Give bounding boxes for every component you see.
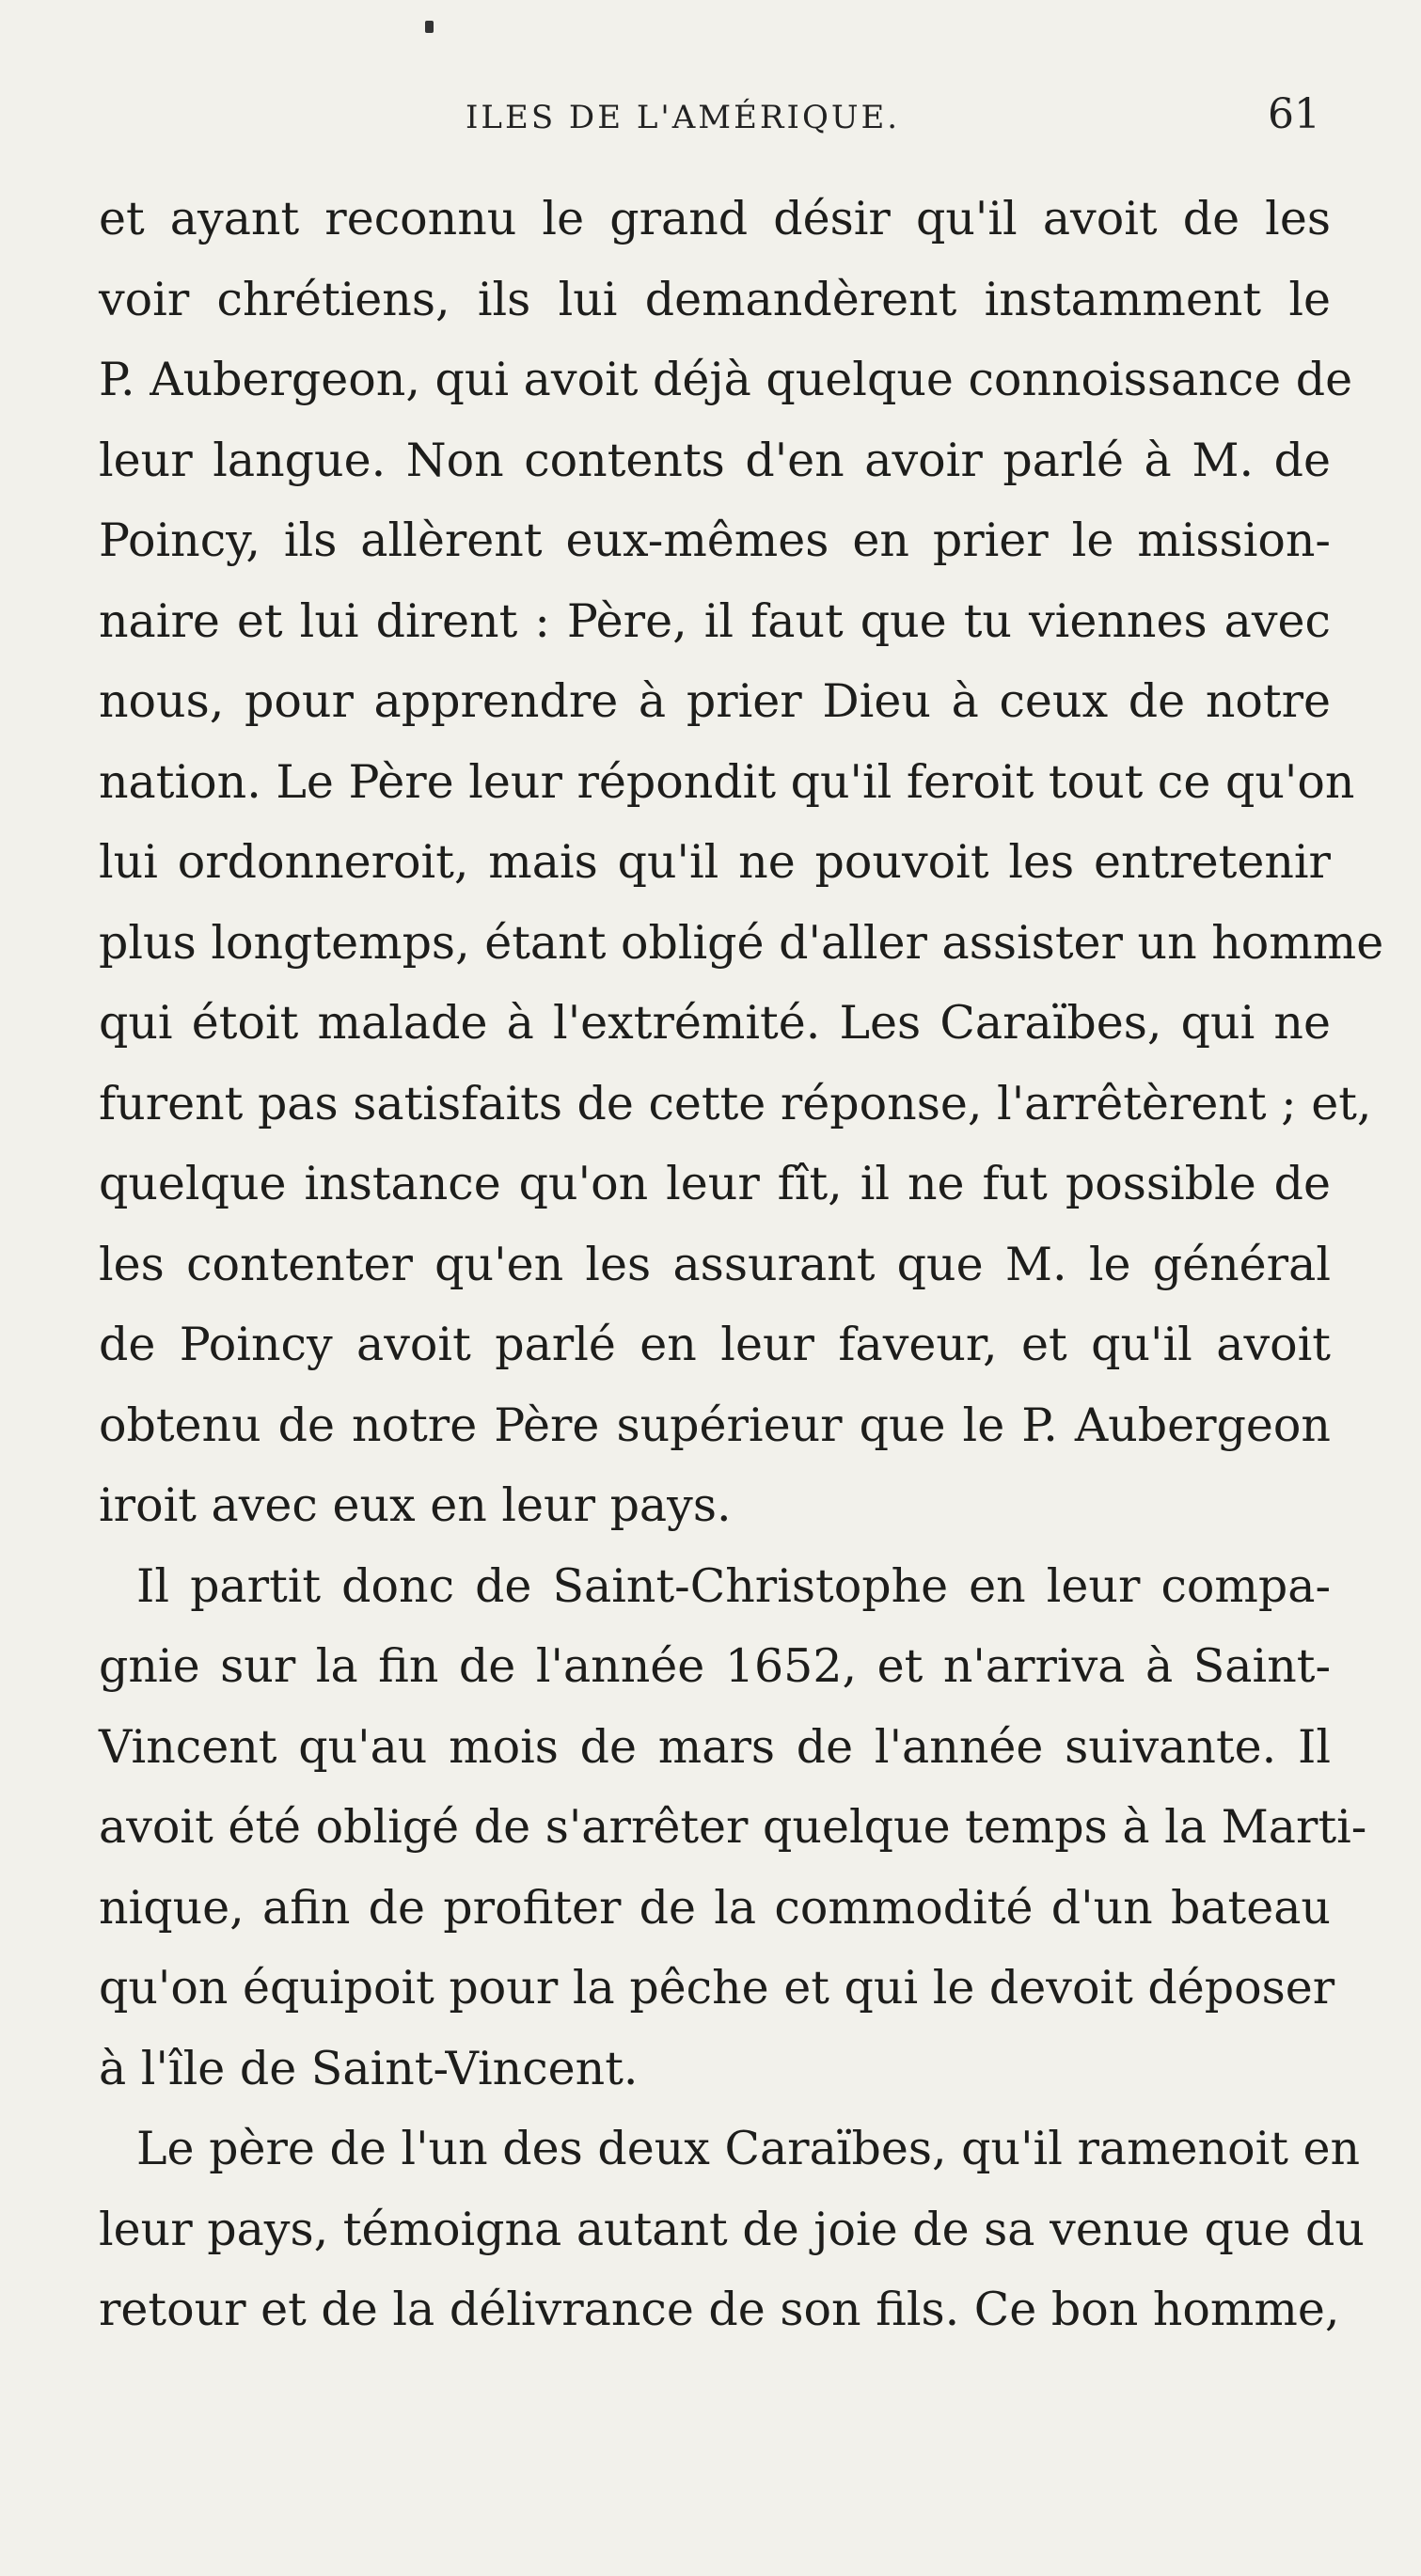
text-line: qu'on équipoit pour la pêche et qui le devoit déposer [99,1961,1335,2015]
text-line: furent pas satisfaits de cette réponse, l'arrêtèrent ; et, [99,1076,1372,1130]
text-line: gnie sur la fin de l'année 1652, et n'arriva à Saint- [99,1639,1331,1693]
text-line: retour et de la délivrance de son fils. Ce bon homme, [99,2283,1340,2336]
text-line: leur langue. Non contents d'en avoir parlé à M. de [99,433,1331,487]
page-number: 61 [1268,90,1320,138]
text-line: Il partit donc de Saint-Christophe en leur compa- [136,1558,1331,1613]
text-line: voir chrétiens, ils lui demandèrent instamment le [99,272,1331,326]
text-line: qui étoit malade à l'extrémité. Les Caraïbes, qui ne [99,996,1331,1050]
text-line: leur pays, témoigna autant de joie de sa venue que du [99,2202,1365,2256]
text-segment: naire et lui dirent : [99,593,567,648]
italic-quote: nation. [99,754,261,809]
text-line: de Poincy avoit parlé en leur faveur, et qu'il avoit [99,1318,1331,1371]
text-line: à l'île de Saint-Vincent. [99,2041,639,2095]
text-line: quelque instance qu'on leur fît, il ne fut possible de [99,1157,1331,1210]
running-title: ILES DE L'AMÉRIQUE. [466,99,901,136]
text-line: plus longtemps, étant obligé d'aller assister un homme [99,915,1384,970]
text-line: et ayant reconnu le grand désir qu'il avoit de les [99,192,1331,245]
italic-quote: nous, pour apprendre à prier Dieu à ceux de notre [99,674,1331,728]
body-text [99,179,1384,2350]
text-line [99,742,1355,823]
text-line: Le père de l'un des deux Caraïbes, qu'il ramenoit en [136,2122,1361,2175]
text-line: obtenu de notre Père supérieur que le P. Aubergeon [99,1398,1331,1452]
text-line: avoit été obligé de s'arrêter quelque temps à la Marti- [99,1800,1367,1854]
text-line [99,661,1331,742]
text-line: Vincent qu'au mois de mars de l'année suivante. Il [99,1719,1331,1774]
ink-mark [425,21,434,33]
text-line: Poincy, ils allèrent eux-mêmes en prier le mission- [99,514,1331,567]
text-line: les contenter qu'en les assurant que M. le général [99,1237,1331,1291]
text-line: P. Aubergeon, qui avoit déjà quelque connoissance de [99,353,1353,406]
text-line [99,581,1331,662]
text-line: lui ordonneroit, mais qu'il ne pouvoit les entretenir [99,835,1331,889]
text-line: iroit avec eux en leur pays. [99,1478,732,1532]
text-line: nique, afin de profiter de la commodité d'un bateau [99,1880,1331,1935]
text-segment: Le Père leur répondit qu'il feroit tout ce qu'on [261,754,1355,809]
italic-quote: Père, il faut que tu viennes avec [566,593,1331,648]
